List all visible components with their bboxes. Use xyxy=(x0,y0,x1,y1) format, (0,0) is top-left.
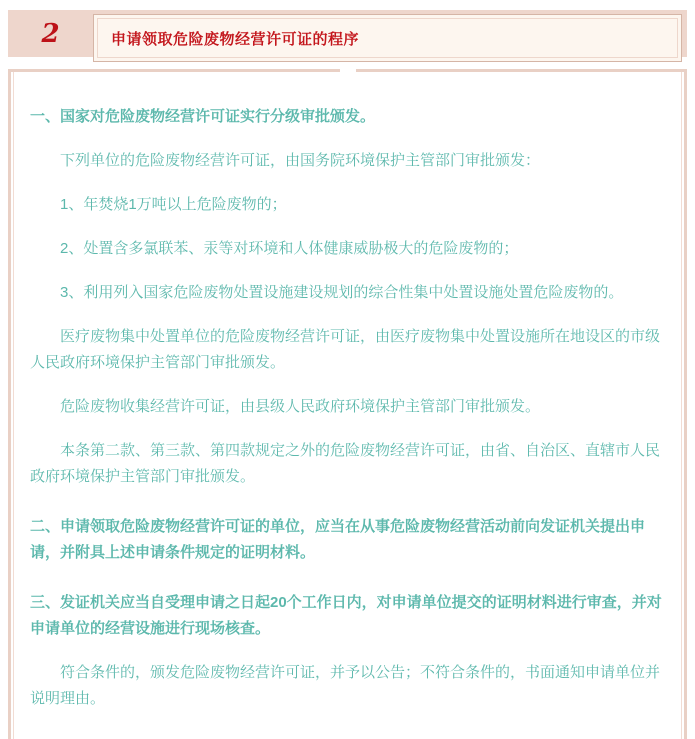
section-title-inner-frame xyxy=(97,18,678,58)
list-item-2: 2、处置含多氯联苯、汞等对环境和人体健康威胁极大的危险废物的； xyxy=(60,240,519,257)
paragraph: 医疗废物集中处置单位的危险废物经营许可证，由医疗废物集中处置设施所在地设区的市级人民政府环境保护主管部门审批颁发。 xyxy=(30,328,661,371)
list-item-3: 3、利用列入国家危险废物处置设施建设规划的综合性集中处置设施处置危险废物的。 xyxy=(60,284,624,301)
paragraph: 本条第二款、第三款、第四款规定之外的危险废物经营许可证，由省、自治区、直辖市人民政府环境保护主管部门审批颁发。 xyxy=(30,442,661,485)
section-header xyxy=(8,10,687,57)
clause-heading-3: 三、发证机关应当自受理申请之日起20个工作日内，对申请单位提交的证明材料进行审查，并对申请单位的经营设施进行现场核查。 xyxy=(30,594,662,637)
paragraph: 危险废物收集经营许可证，由县级人民政府环境保护主管部门审批颁发。 xyxy=(60,398,541,415)
section-number: 2 xyxy=(41,18,60,49)
clause-heading-2: 二、申请领取危险废物经营许可证的单位，应当在从事危险废物经营活动前向发证机关提出申请，并附具上述申请条件规定的证明材料。 xyxy=(30,518,646,561)
paragraph: 下列单位的危险废物经营许可证，由国务院环境保护主管部门审批颁发： xyxy=(60,152,541,169)
article-body xyxy=(13,72,682,739)
paragraph: 符合条件的，颁发危险废物经营许可证，并予以公告；不符合条件的，书面通知申请单位并说明理由。 xyxy=(30,664,661,707)
list-item-1: 1、年焚烧1万吨以上危险废物的； xyxy=(60,196,287,213)
clause-heading-1: 一、国家对危险废物经营许可证实行分级审批颁发。 xyxy=(30,108,376,125)
section-title: 申请领取危险废物经营许可证的程序 xyxy=(111,30,360,48)
top-border-notch xyxy=(340,69,356,72)
section-title-box xyxy=(93,14,682,62)
article-content-box xyxy=(8,69,687,739)
